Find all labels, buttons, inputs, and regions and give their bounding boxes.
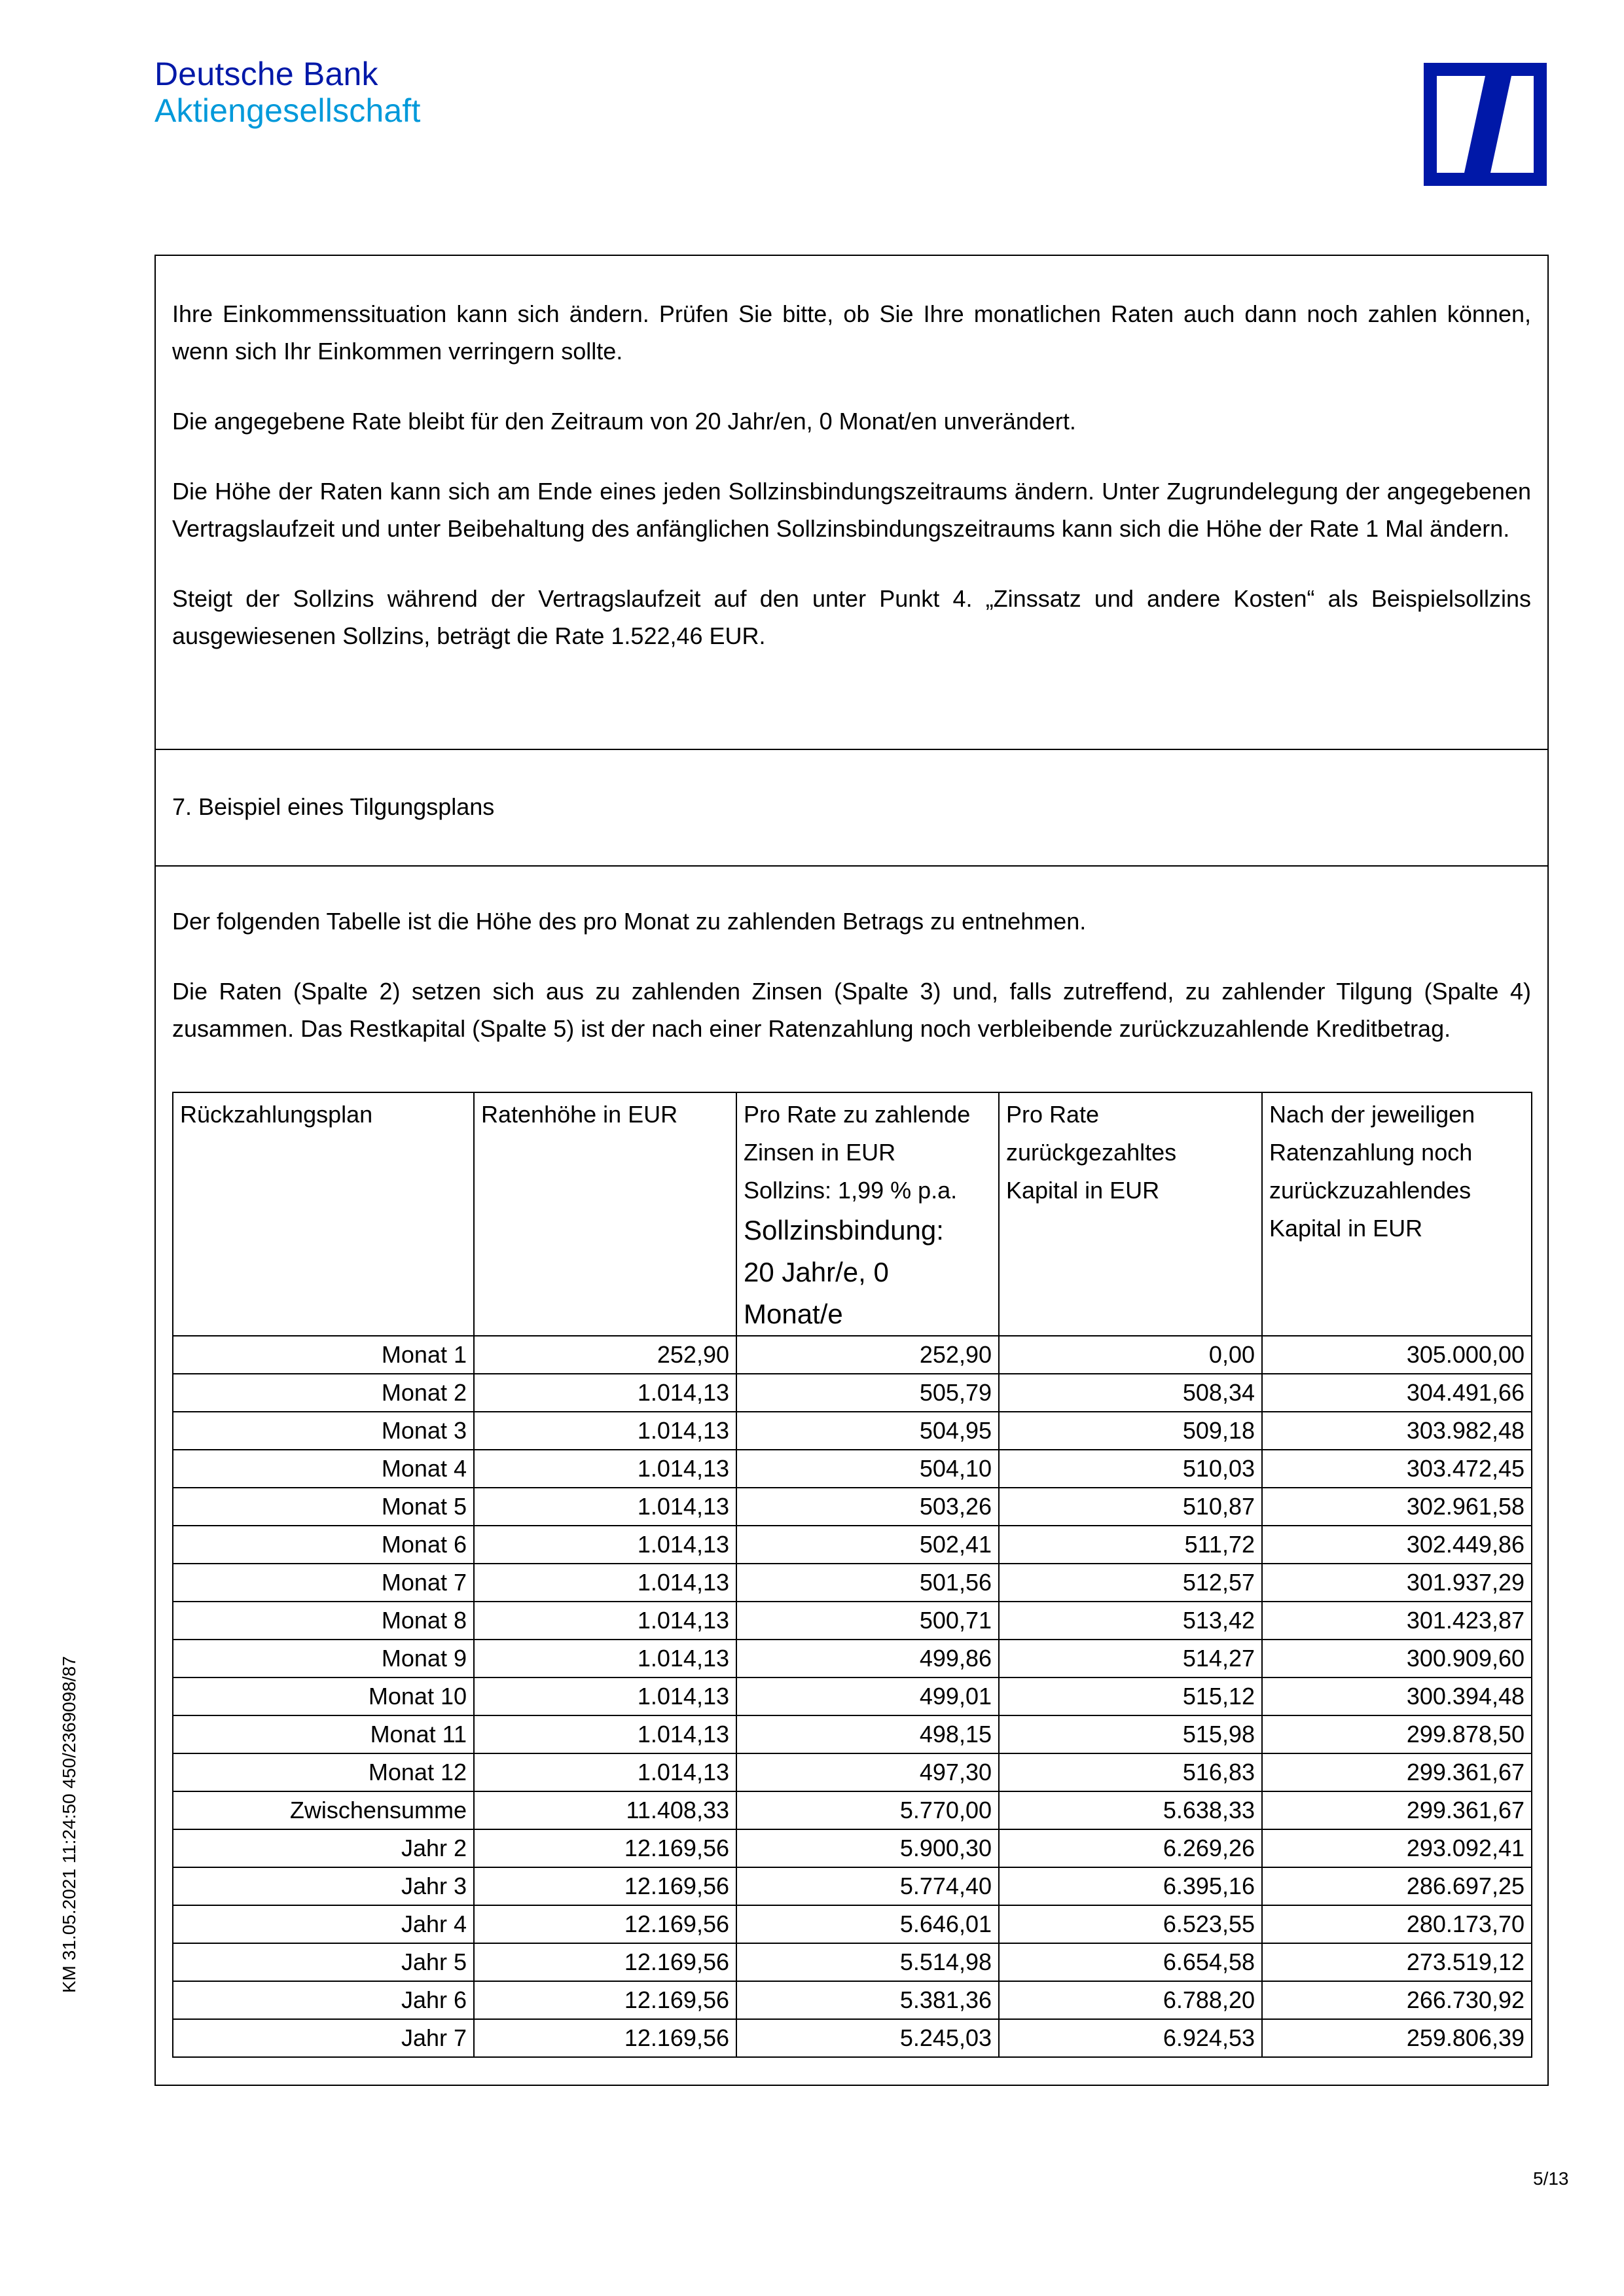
table-cell: 499,01: [736, 1677, 999, 1715]
table-cell: 504,95: [736, 1412, 999, 1450]
table-cell: 503,26: [736, 1488, 999, 1526]
slash-mark: [1437, 76, 1534, 173]
table-cell: Monat 4: [173, 1450, 474, 1488]
table-cell: Monat 7: [173, 1564, 474, 1602]
table-cell: 302.961,58: [1262, 1488, 1532, 1526]
table-cell: 6.654,58: [999, 1943, 1262, 1981]
table-cell: 514,27: [999, 1640, 1262, 1677]
table-cell: 5.900,30: [736, 1829, 999, 1867]
header-principal: Pro Rate zurückgezahltes Kapital in EUR: [999, 1092, 1262, 1336]
section-income-notice: [156, 256, 1547, 750]
header-interest: [736, 1092, 999, 1336]
table-cell: 301.937,29: [1262, 1564, 1532, 1602]
table-cell: 0,00: [999, 1336, 1262, 1374]
table-cell: Monat 3: [173, 1412, 474, 1450]
table-cell: 515,98: [999, 1715, 1262, 1753]
table-row: [173, 1640, 1532, 1677]
table-cell: 1.014,13: [474, 1526, 736, 1564]
table-cell: Monat 2: [173, 1374, 474, 1412]
table-cell: 5.638,33: [999, 1791, 1262, 1829]
table-cell: 1.014,13: [474, 1450, 736, 1488]
table-cell: Monat 1: [173, 1336, 474, 1374]
header-fixed-rate-label: Sollzinsbindung:: [744, 1215, 944, 1246]
table-cell: 303.472,45: [1262, 1450, 1532, 1488]
table-row: [173, 1336, 1532, 1374]
table-cell: 300.909,60: [1262, 1640, 1532, 1677]
table-cell: Jahr 7: [173, 2019, 474, 2057]
paragraph-rate-period: Die angegebene Rate bleibt für den Zeitraum von 20 Jahr/en, 0 Monat/en unverändert.: [172, 408, 1076, 435]
table-cell: 508,34: [999, 1374, 1262, 1412]
table-cell: 12.169,56: [474, 2019, 736, 2057]
table-cell: 5.774,40: [736, 1867, 999, 1905]
section-title: 7. Beispiel eines Tilgungsplans: [172, 793, 495, 820]
table-row: [173, 1943, 1532, 1981]
table-cell: 1.014,13: [474, 1374, 736, 1412]
table-cell: 515,12: [999, 1677, 1262, 1715]
table-cell: 500,71: [736, 1602, 999, 1640]
section-repayment-plan: [156, 867, 1547, 2085]
table-row: [173, 1602, 1532, 1640]
repayment-table: [172, 1092, 1532, 2058]
table-cell: 259.806,39: [1262, 2019, 1532, 2057]
table-cell: 513,42: [999, 1602, 1262, 1640]
brand-legal-form: Aktiengesellschaft: [154, 92, 421, 129]
table-cell: Jahr 6: [173, 1981, 474, 2019]
table-cell: 512,57: [999, 1564, 1262, 1602]
table-cell: 505,79: [736, 1374, 999, 1412]
table-cell: 12.169,56: [474, 1905, 736, 1943]
table-cell: 280.173,70: [1262, 1905, 1532, 1943]
table-row: [173, 1715, 1532, 1753]
table-cell: 516,83: [999, 1753, 1262, 1791]
table-row: [173, 1677, 1532, 1715]
table-header-row: [173, 1092, 1532, 1336]
table-row: [173, 1791, 1532, 1829]
header-fixed-rate-period: 20 Jahr/e, 0 Monat/e: [744, 1257, 889, 1329]
table-cell: 6.523,55: [999, 1905, 1262, 1943]
paragraph-example-rate: Steigt der Sollzins während der Vertragslaufzeit auf den unter Punkt 4. „Zinssatz und andere Kosten“ als Beispielsollzins ausgewiesenen Sollzins, beträgt die Rate 1.522,46 EUR.: [172, 585, 1531, 649]
table-cell: Jahr 5: [173, 1943, 474, 1981]
table-cell: 6.924,53: [999, 2019, 1262, 2057]
paragraph-income: Ihre Einkommenssituation kann sich ändern. Prüfen Sie bitte, ob Sie Ihre monatlichen Raten auch dann noch zahlen können, wenn sich Ihr Einkommen verringern sollte.: [172, 300, 1531, 365]
table-row: [173, 1753, 1532, 1791]
table-row: [173, 1905, 1532, 1943]
table-cell: Monat 9: [173, 1640, 474, 1677]
table-row: [173, 1450, 1532, 1488]
side-stamp-text: KM 31.05.2021 11:24:50 450/2369098/87: [59, 1656, 79, 1993]
table-row: [173, 1829, 1532, 1867]
table-row: [173, 1488, 1532, 1526]
table-cell: 498,15: [736, 1715, 999, 1753]
table-cell: 302.449,86: [1262, 1526, 1532, 1564]
table-cell: 499,86: [736, 1640, 999, 1677]
brand-name: Deutsche Bank: [154, 56, 378, 92]
table-cell: 502,41: [736, 1526, 999, 1564]
table-cell: 266.730,92: [1262, 1981, 1532, 2019]
table-row: [173, 1981, 1532, 2019]
table-cell: Monat 8: [173, 1602, 474, 1640]
table-cell: Jahr 3: [173, 1867, 474, 1905]
table-cell: Monat 12: [173, 1753, 474, 1791]
table-cell: 501,56: [736, 1564, 999, 1602]
header-rate: Ratenhöhe in EUR: [474, 1092, 736, 1336]
table-cell: 299.361,67: [1262, 1753, 1532, 1791]
table-cell: Zwischensumme: [173, 1791, 474, 1829]
table-cell: 1.014,13: [474, 1412, 736, 1450]
table-cell: 12.169,56: [474, 1981, 736, 2019]
table-row: [173, 1374, 1532, 1412]
table-cell: Monat 11: [173, 1715, 474, 1753]
table-cell: 304.491,66: [1262, 1374, 1532, 1412]
table-cell: 5.245,03: [736, 2019, 999, 2057]
table-cell: Monat 10: [173, 1677, 474, 1715]
table-body: [173, 1336, 1532, 2057]
header-remaining: Nach der jeweiligen Ratenzahlung noch zurückzuzahlendes Kapital in EUR: [1262, 1092, 1532, 1336]
table-cell: 303.982,48: [1262, 1412, 1532, 1450]
table-cell: Monat 5: [173, 1488, 474, 1526]
paragraph-rate-change: Die Höhe der Raten kann sich am Ende eines jeden Sollzinsbindungszeitraums ändern. Unter Zugrundelegung der angegebenen Vertragslaufzeit und unter Beibehaltung des anfänglichen Sollzinsbindungszeitraums kann sich die Höhe der Rate 1 Mal ändern.: [172, 478, 1531, 542]
table-cell: 252,90: [736, 1336, 999, 1374]
table-cell: 299.878,50: [1262, 1715, 1532, 1753]
table-cell: 1.014,13: [474, 1564, 736, 1602]
table-cell: 6.788,20: [999, 1981, 1262, 2019]
table-cell: 305.000,00: [1262, 1336, 1532, 1374]
header-interest-label: Pro Rate zu zahlende Zinsen in EUR: [744, 1101, 971, 1166]
table-row: [173, 1867, 1532, 1905]
table-cell: 510,87: [999, 1488, 1262, 1526]
table-cell: 6.395,16: [999, 1867, 1262, 1905]
paragraph-columns-explained: Die Raten (Spalte 2) setzen sich aus zu zahlenden Zinsen (Spalte 3) und, falls zutreffend, zu zahlender Tilgung (Spalte 4) zusammen. Das Restkapital (Spalte 5) ist der nach einer Ratenzahlung noch verbleibende zurückzuzahlende Kreditbetrag.: [172, 978, 1531, 1042]
table-cell: 12.169,56: [474, 1829, 736, 1867]
table-cell: Monat 6: [173, 1526, 474, 1564]
table-cell: 1.014,13: [474, 1488, 736, 1526]
paragraph-table-intro: Der folgenden Tabelle ist die Höhe des pro Monat zu zahlenden Betrags zu entnehmen.: [172, 908, 1087, 935]
brand-wordmark: [154, 58, 421, 127]
page-number: 5/13: [1533, 2168, 1569, 2189]
table-cell: 12.169,56: [474, 1943, 736, 1981]
table-cell: 1.014,13: [474, 1602, 736, 1640]
table-cell: 5.646,01: [736, 1905, 999, 1943]
deutsche-bank-logo-icon: [1424, 63, 1547, 186]
header-plan: Rückzahlungsplan: [173, 1092, 474, 1336]
table-row: [173, 2019, 1532, 2057]
table-cell: 286.697,25: [1262, 1867, 1532, 1905]
header-interest-rate: Sollzins: 1,99 % p.a.: [744, 1177, 958, 1204]
table-cell: 5.381,36: [736, 1981, 999, 2019]
table-cell: 509,18: [999, 1412, 1262, 1450]
table-cell: 12.169,56: [474, 1867, 736, 1905]
table-cell: 301.423,87: [1262, 1602, 1532, 1640]
table-cell: 511,72: [999, 1526, 1262, 1564]
table-cell: 510,03: [999, 1450, 1262, 1488]
table-cell: 299.361,67: [1262, 1791, 1532, 1829]
table-cell: 5.770,00: [736, 1791, 999, 1829]
table-cell: 6.269,26: [999, 1829, 1262, 1867]
section-heading: [156, 750, 1547, 867]
table-row: [173, 1526, 1532, 1564]
table-row: [173, 1564, 1532, 1602]
table-cell: Jahr 2: [173, 1829, 474, 1867]
table-cell: 1.014,13: [474, 1640, 736, 1677]
table-cell: 300.394,48: [1262, 1677, 1532, 1715]
table-cell: 1.014,13: [474, 1753, 736, 1791]
table-cell: 293.092,41: [1262, 1829, 1532, 1867]
table-cell: Jahr 4: [173, 1905, 474, 1943]
table-cell: 252,90: [474, 1336, 736, 1374]
table-cell: 1.014,13: [474, 1715, 736, 1753]
table-cell: 497,30: [736, 1753, 999, 1791]
table-cell: 273.519,12: [1262, 1943, 1532, 1981]
document-frame: [154, 255, 1549, 2086]
table-row: [173, 1412, 1532, 1450]
table-cell: 5.514,98: [736, 1943, 999, 1981]
table-cell: 504,10: [736, 1450, 999, 1488]
table-cell: 1.014,13: [474, 1677, 736, 1715]
table-cell: 11.408,33: [474, 1791, 736, 1829]
